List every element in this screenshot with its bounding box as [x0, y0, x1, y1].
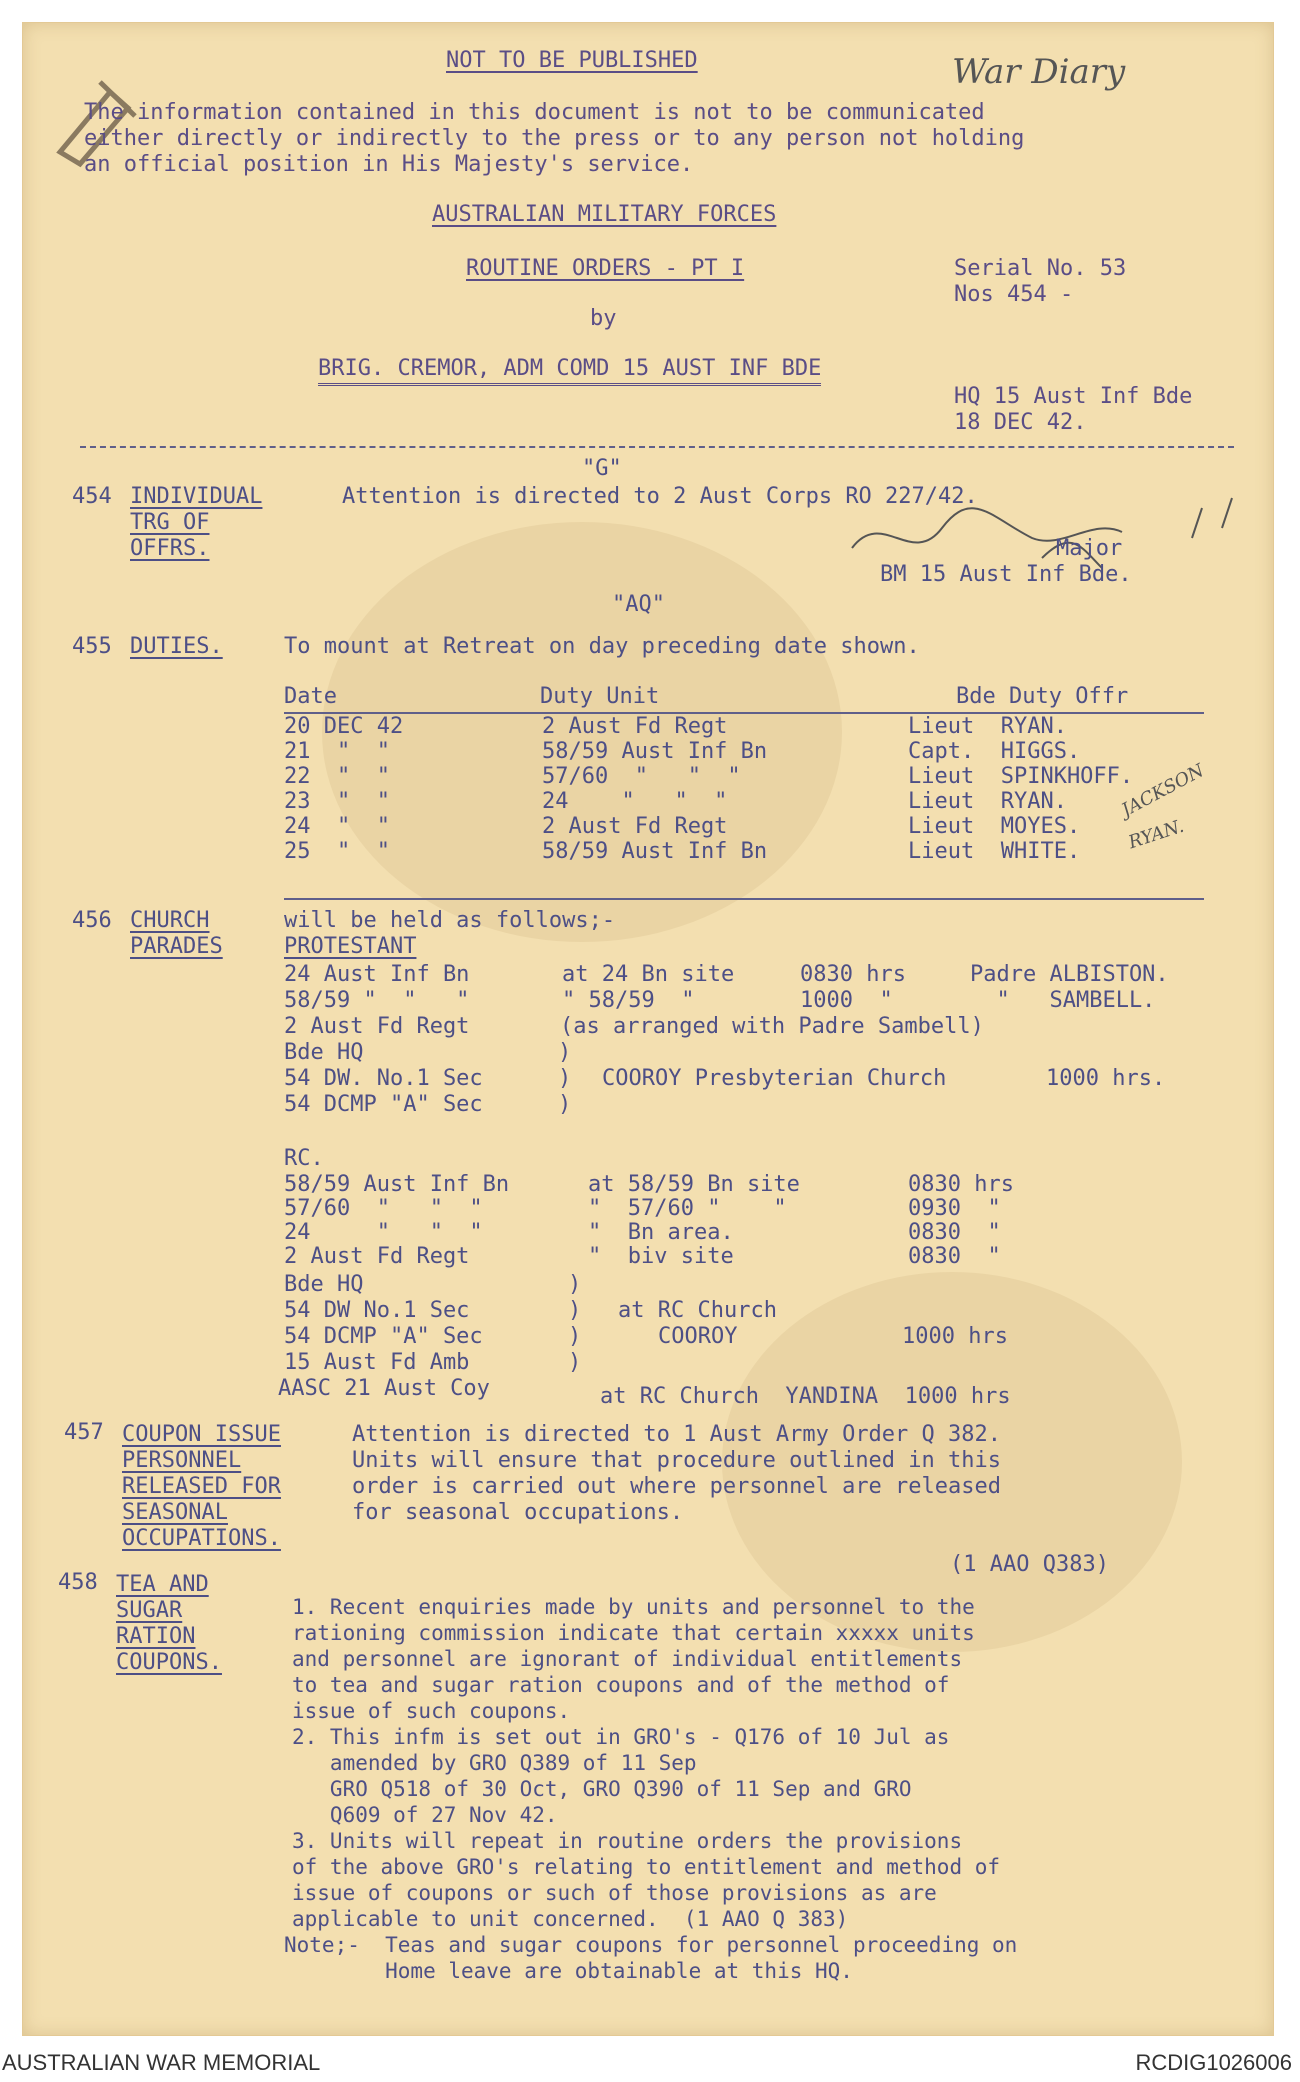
- section-label-aq: "AQ": [612, 592, 665, 617]
- parade-unit: 57/60 " " ": [284, 1196, 483, 1221]
- section-rule: [284, 898, 1204, 900]
- order-heading: COUPON ISSUE: [122, 1422, 281, 1447]
- order-heading: TEA AND: [116, 1572, 209, 1597]
- restriction-line: an official position in His Majesty's service.: [84, 152, 694, 177]
- subheading-protestant: PROTESTANT: [284, 934, 417, 959]
- parade-time: 0830 hrs: [800, 962, 906, 987]
- parade-place: COOROY Presbyterian Church: [602, 1066, 947, 1091]
- table-cell-date: 24 " ": [284, 814, 390, 839]
- parade-unit: 54 DCMP "A" Sec: [284, 1092, 483, 1117]
- order-number: 455: [72, 634, 112, 659]
- parade-place: at 58/59 Bn site: [588, 1172, 800, 1197]
- column-header-unit: Duty Unit: [540, 684, 660, 709]
- order-text: 3. Units will repeat in routine orders the provisions: [292, 1829, 963, 1853]
- order-text: Attention is directed to 1 Aust Army Order Q 382.: [352, 1422, 1002, 1447]
- parade-unit: 15 Aust Fd Amb: [284, 1350, 470, 1375]
- table-cell-unit: 24 " " ": [542, 789, 728, 814]
- signatory-rank: Major: [1056, 536, 1123, 561]
- table-cell-unit: 57/60 " " ": [542, 764, 741, 789]
- column-header-date: Date: [284, 684, 337, 709]
- table-cell-unit: 58/59 Aust Inf Bn: [542, 739, 768, 764]
- handwritten-amendment: RYAN.: [1125, 815, 1187, 854]
- group-bracket: ) ) ) ): [568, 1272, 582, 1375]
- table-cell-officer: Lieut RYAN.: [908, 789, 1067, 814]
- parade-unit: 24 Aust Inf Bn: [284, 962, 470, 987]
- order-number: 456: [72, 908, 112, 933]
- order-reference: (1 AAO Q383): [950, 1552, 1109, 1577]
- section-label-g: "G": [582, 456, 622, 481]
- order-heading: CHURCH: [130, 908, 210, 933]
- group-bracket: ) ) ): [558, 1040, 572, 1117]
- parade-unit: AASC 21 Aust Coy: [278, 1376, 490, 1401]
- restriction-line: The information contained in this document is not to be communicated: [84, 100, 985, 125]
- parade-place: " Bn area.: [588, 1220, 734, 1245]
- parade-unit: 54 DW No.1 Sec: [284, 1298, 470, 1323]
- parade-time: 1000 hrs.: [1046, 1066, 1166, 1091]
- parade-place: at 24 Bn site: [562, 962, 735, 987]
- parade-time: 1000 hrs: [902, 1324, 1008, 1349]
- table-cell-officer: Lieut MOYES.: [908, 814, 1081, 839]
- table-cell-officer: Capt. HIGGS.: [908, 739, 1081, 764]
- document-subtitle: ROUTINE ORDERS - PT I: [466, 256, 745, 281]
- order-text: for seasonal occupations.: [352, 1500, 684, 1525]
- divider: [80, 446, 1234, 448]
- order-text: amended by GRO Q389 of 11 Sep: [292, 1751, 697, 1775]
- order-text: Q609 of 27 Nov 42.: [292, 1803, 558, 1827]
- parade-unit: Bde HQ: [284, 1040, 364, 1065]
- table-cell-unit: 2 Aust Fd Regt: [542, 814, 728, 839]
- table-cell-date: 25 " ": [284, 839, 390, 864]
- parade-unit: 54 DW. No.1 Sec: [284, 1066, 483, 1091]
- parade-note: (as arranged with Padre Sambell): [560, 1014, 984, 1039]
- order-note: Note;- Teas and sugar coupons for personnel proceeding on: [284, 1933, 1018, 1957]
- table-cell-unit: 2 Aust Fd Regt: [542, 714, 728, 739]
- table-cell-unit: 58/59 Aust Inf Bn: [542, 839, 768, 864]
- parade-time: 1000 ": [800, 988, 893, 1013]
- order-text: order is carried out where personnel are released: [352, 1474, 1002, 1499]
- footer-record-id: RCDIG1026006: [1135, 2050, 1292, 2075]
- order-heading: OCCUPATIONS.: [122, 1526, 281, 1551]
- column-header-officer: Bde Duty Offr: [956, 684, 1129, 709]
- subheading-rc: RC.: [284, 1146, 324, 1171]
- parade-unit: 2 Aust Fd Regt: [284, 1014, 470, 1039]
- table-cell-officer: Lieut WHITE.: [908, 839, 1081, 864]
- footer-institution: AUSTRALIAN WAR MEMORIAL: [2, 2050, 321, 2075]
- parade-time: 0830 hrs: [908, 1172, 1014, 1197]
- order-text: issue of coupons or such of those provisions as are: [292, 1881, 937, 1905]
- order-heading: RELEASED FOR: [122, 1474, 281, 1499]
- parade-place: " biv site: [588, 1244, 734, 1269]
- parade-unit: 58/59 " " ": [284, 988, 470, 1013]
- parade-padre: " SAMBELL.: [970, 988, 1156, 1013]
- parade-unit: 24 " " ": [284, 1220, 483, 1245]
- order-heading: PARADES: [130, 934, 223, 959]
- order-heading: OFFRS.: [130, 536, 210, 561]
- footer-bar: [0, 2040, 1300, 2082]
- order-heading: PERSONNEL: [122, 1448, 242, 1473]
- order-heading: SUGAR: [116, 1598, 183, 1623]
- parade-place: " 57/60 " ": [588, 1196, 787, 1221]
- table-cell-date: 21 " ": [284, 739, 390, 764]
- parade-unit: 58/59 Aust Inf Bn: [284, 1172, 510, 1197]
- table-cell-date: 20 DEC 42: [284, 714, 404, 739]
- parade-place: " 58/59 ": [562, 988, 695, 1013]
- order-text: will be held as follows;-: [284, 908, 616, 933]
- order-text: Attention is directed to 2 Aust Corps RO 227/42.: [342, 484, 978, 509]
- table-cell-officer: Lieut RYAN.: [908, 714, 1067, 739]
- order-text: 1. Recent enquiries made by units and personnel to the: [292, 1595, 975, 1619]
- parade-time: 0830 ": [908, 1220, 1001, 1245]
- order-text: to tea and sugar ration coupons and of the method of: [292, 1673, 950, 1697]
- table-cell-date: 22 " ": [284, 764, 390, 789]
- parade-time: 0930 ": [908, 1196, 1001, 1221]
- order-number: 457: [64, 1420, 104, 1445]
- order-heading: TRG OF: [130, 510, 210, 535]
- order-text: 2. This infm is set out in GRO's - Q176 of 10 Jul as: [292, 1725, 950, 1749]
- parade-place: at RC Church: [618, 1298, 777, 1323]
- parade-place: at RC Church YANDINA 1000 hrs: [600, 1384, 1011, 1409]
- order-text: of the above GRO's relating to entitlement and method of: [292, 1855, 1001, 1879]
- order-heading: COUPONS.: [116, 1650, 222, 1675]
- order-number: 458: [58, 1570, 98, 1595]
- order-text: rationing commission indicate that certain xxxxx units: [292, 1621, 975, 1645]
- parade-padre: Padre ALBISTON.: [970, 962, 1169, 987]
- parade-place: COOROY: [658, 1324, 738, 1349]
- issuing-hq: HQ 15 Aust Inf Bde: [954, 384, 1193, 409]
- order-heading: SEASONAL: [122, 1500, 228, 1525]
- table-cell-officer: Lieut SPINKHOFF.: [908, 764, 1134, 789]
- order-note: Home leave are obtainable at this HQ.: [284, 1959, 853, 1983]
- by-label: by: [590, 306, 617, 331]
- order-heading: RATION: [116, 1624, 196, 1649]
- issue-date: 18 DEC 42.: [954, 410, 1087, 435]
- order-heading: DUTIES.: [130, 634, 223, 659]
- order-text: GRO Q518 of 30 Oct, GRO Q390 of 11 Sep and GRO: [292, 1777, 912, 1801]
- document-page: [22, 22, 1274, 2036]
- order-numbers: Nos 454 -: [954, 282, 1074, 307]
- order-text: and personnel are ignorant of individual entitlements: [292, 1647, 963, 1671]
- signatory-title: BM 15 Aust Inf Bde.: [880, 562, 1132, 587]
- parade-unit: Bde HQ: [284, 1272, 364, 1297]
- restriction-line: either directly or indirectly to the press or to any person not holding: [84, 126, 1025, 151]
- handwritten-amendment: JACKSON: [1118, 760, 1208, 822]
- commander-line: BRIG. CREMOR, ADM COMD 15 AUST INF BDE: [318, 356, 821, 386]
- order-text: issue of such coupons.: [292, 1699, 571, 1723]
- order-heading: INDIVIDUAL: [130, 484, 263, 509]
- order-number: 454: [72, 484, 112, 509]
- parade-unit: 2 Aust Fd Regt: [284, 1244, 470, 1269]
- serial-number: Serial No. 53: [954, 256, 1127, 281]
- document-title: AUSTRALIAN MILITARY FORCES: [432, 202, 777, 227]
- order-text: To mount at Retreat on day preceding date shown.: [284, 634, 920, 659]
- order-text: applicable to unit concerned. (1 AAO Q 383): [292, 1907, 849, 1931]
- restriction-heading: NOT TO BE PUBLISHED: [446, 48, 698, 73]
- table-cell-date: 23 " ": [284, 789, 390, 814]
- order-text: Units will ensure that procedure outlined in this: [352, 1448, 1002, 1473]
- parade-time: 0830 ": [908, 1244, 1001, 1269]
- handwritten-war-diary: War Diary: [952, 52, 1126, 92]
- parade-unit: 54 DCMP "A" Sec: [284, 1324, 483, 1349]
